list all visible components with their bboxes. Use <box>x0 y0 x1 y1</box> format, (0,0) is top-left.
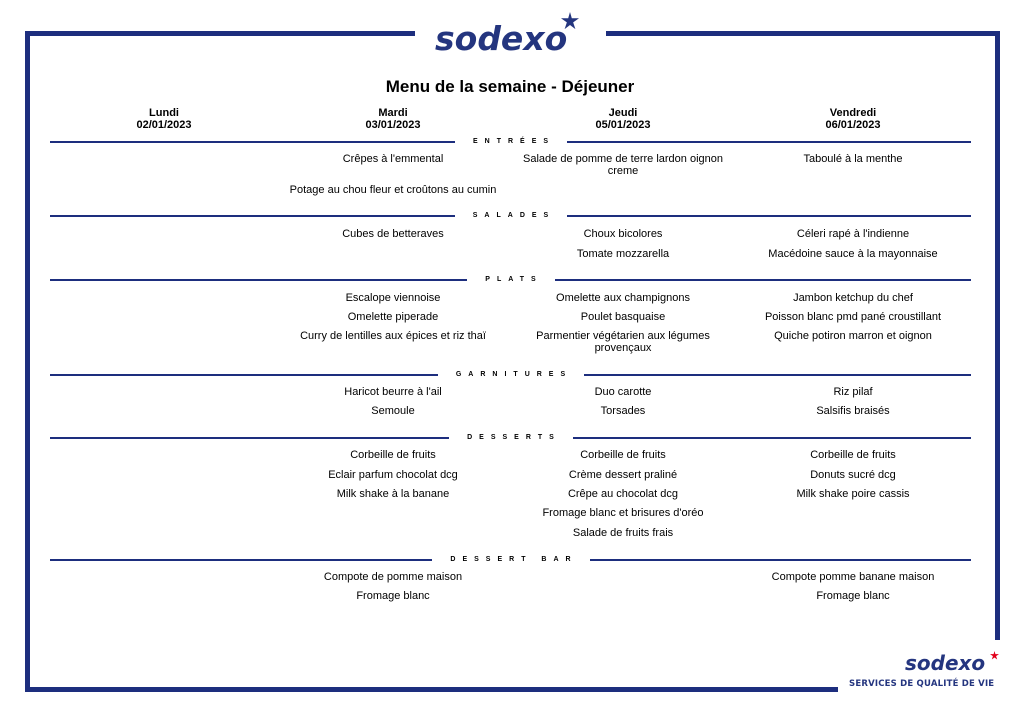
section-label-dessert-bar: DESSERT BAR <box>0 555 1022 564</box>
menu-item: Corbeille de fruits <box>580 449 666 461</box>
menu-item: Omelette piperade <box>347 311 439 323</box>
menu-item: Quiche potiron marron et oignon <box>774 330 932 342</box>
section-label-salades: SALADES <box>0 211 1022 220</box>
menu-item: Céleri rapé à l'indienne <box>796 228 910 240</box>
day-name: Mardi <box>378 107 408 119</box>
menu-item: Corbeille de fruits <box>350 449 436 461</box>
sodexo-logo-bottom <box>845 651 1005 696</box>
menu-item: Milk shake à la banane <box>336 488 450 500</box>
day-date: 02/01/2023 <box>136 119 192 131</box>
menu-item: Semoule <box>371 405 415 417</box>
menu-item: Milk shake poire cassis <box>796 488 910 500</box>
menu-item: Crème dessert praliné <box>568 469 678 481</box>
menu-item: Fromage blanc et brisures d'oréo <box>542 507 704 519</box>
day-date: 06/01/2023 <box>825 119 881 131</box>
day-header-jeudi <box>543 107 703 131</box>
day-name: Lundi <box>149 107 179 119</box>
sodexo-logo-top <box>433 12 593 56</box>
menu-item: Parmentier végétarien aux légumes provençaux <box>536 330 710 354</box>
menu-item: Omelette aux champignons <box>556 292 690 304</box>
day-header-vendredi <box>773 107 933 131</box>
menu-item: Eclair parfum chocolat dcg <box>328 469 458 481</box>
menu-item: Compote de pomme maison <box>323 571 463 583</box>
menu-item: Salade de fruits frais <box>572 527 674 539</box>
page-title: Menu de la semaine - Déjeuner <box>385 77 635 96</box>
day-name: Jeudi <box>608 107 638 119</box>
menu-item: Riz pilaf <box>833 386 873 398</box>
menu-item: Fromage blanc <box>356 590 430 602</box>
logo-tagline: SERVICES DE QUALITÉ DE VIE <box>849 679 995 689</box>
menu-item: Donuts sucré dcg <box>810 469 896 481</box>
frame-border-left <box>25 31 30 692</box>
day-date: 05/01/2023 <box>595 119 651 131</box>
star-icon <box>561 12 579 30</box>
menu-item: Potage au chou fleur et croûtons au cumin <box>289 184 497 196</box>
menu-item: Duo carotte <box>594 386 652 398</box>
menu-item: Curry de lentilles aux épices et riz thaï <box>300 330 486 342</box>
logo-wordmark: sodexo <box>435 19 568 58</box>
menu-item: Escalope viennoise <box>345 292 441 304</box>
star-icon <box>990 651 999 660</box>
menu-item: Choux bicolores <box>583 228 663 240</box>
frame-border-bottom <box>25 687 838 692</box>
section-label-plats: PLATS <box>0 275 1022 284</box>
frame-border-top-right <box>606 31 1000 36</box>
menu-item: Jambon ketchup du chef <box>793 292 913 304</box>
menu-item: Salsifis braisés <box>816 405 890 417</box>
frame-border-right <box>995 31 1000 640</box>
menu-item: Tomate mozzarella <box>576 248 670 260</box>
menu-item: Poisson blanc pmd pané croustillant <box>764 311 942 323</box>
day-header-mardi <box>313 107 473 131</box>
menu-item: Taboulé à la menthe <box>803 153 903 165</box>
menu-item: Haricot beurre à l'ail <box>344 386 442 398</box>
menu-item: Fromage blanc <box>816 590 890 602</box>
menu-item: Crêpe au chocolat dcg <box>567 488 679 500</box>
day-name: Vendredi <box>829 107 877 119</box>
day-date: 03/01/2023 <box>365 119 421 131</box>
menu-item: Salade de pomme de terre lardon oignon creme <box>523 153 723 177</box>
section-label-desserts: DESSERTS <box>0 433 1022 442</box>
frame-border-top-left <box>25 31 415 36</box>
menu-item: Compote pomme banane maison <box>771 571 935 583</box>
menu-item: Crêpes à l'emmental <box>342 153 444 165</box>
logo-wordmark: sodexo <box>905 651 986 675</box>
menu-item: Macédoine sauce à la mayonnaise <box>768 248 938 260</box>
menu-item: Torsades <box>600 405 646 417</box>
menu-item: Corbeille de fruits <box>810 449 896 461</box>
menu-item: Cubes de betteraves <box>342 228 444 240</box>
section-label-garnitures: GARNITURES <box>0 370 1022 379</box>
day-header-lundi <box>84 107 244 131</box>
menu-item: Poulet basquaise <box>580 311 666 323</box>
section-label-entrees: ENTRÉES <box>0 137 1022 146</box>
